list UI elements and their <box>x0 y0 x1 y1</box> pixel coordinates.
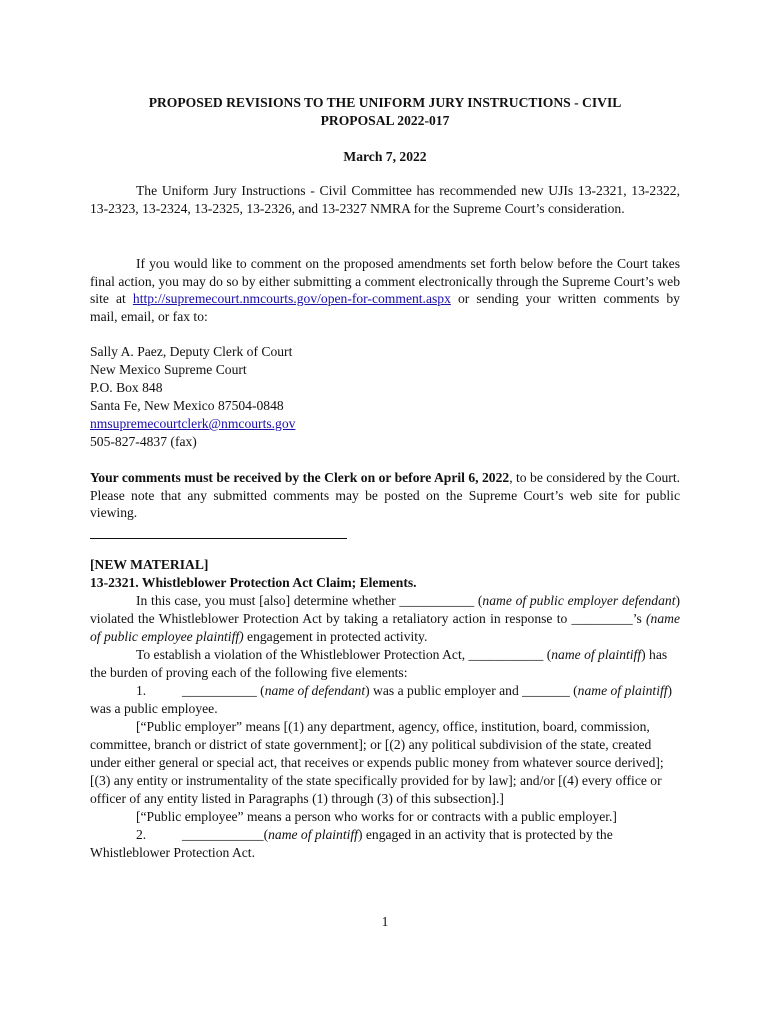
comment-text-after: or sending your written comments by mail, email, or fax to: <box>90 291 680 324</box>
item2-italic-b: name of plaintiff <box>268 827 358 842</box>
item1-text-a: ___________ ( <box>182 683 265 698</box>
p2-text-c: ) has the burden of proving each of the following five elements: <box>90 647 668 680</box>
new-material-label: [NEW MATERIAL] <box>90 557 209 572</box>
item1-text-c: ) was a public employer and _______ ( <box>365 683 578 698</box>
p2-italic-b: name of plaintiff <box>551 647 642 662</box>
p1-text-a: In this case, you must [also] determine whether ___________ ( <box>136 593 483 608</box>
document-title <box>90 94 680 130</box>
p1-italic-b: name of public employer defendant <box>482 593 676 608</box>
deadline-paragraph <box>90 469 680 522</box>
item2-text-a: ____________( <box>182 827 269 842</box>
instruction-heading: 13-2321. Whistleblower Protection Act Claim; Elements. <box>90 575 417 590</box>
element-item-1 <box>90 682 680 718</box>
item2-text-c: ) engaged in an activity that is protected by the Whistleblower Protection Act. <box>90 827 613 860</box>
element-item-2 <box>90 826 680 862</box>
p2-text-a: To establish a violation of the Whistleblower Protection Act, ___________ ( <box>136 647 552 662</box>
comment-text-before: If you would like to comment on the proposed amendments set forth below before the Court takes final action, you may do so by either submitting a comment electronically through the Supreme Court’s web site at <box>90 256 680 307</box>
item-1-number: 1. <box>136 683 147 698</box>
public-employer-definition: [“Public employer” means [(1) any department, agency, office, institution, board, commission, committee, branch or district of state government]; or [(2) any political subdivision of the state, created under either general or special act, that receives or expends public money from whatever source derived]; [(3) any entity or instrumentality of the state specifically provided for by law]; and/or [(4) every office or officer of any entity listed in Paragraphs (1) through (3) of this subsection].] <box>90 719 664 806</box>
item1-text-e: ) was a public employee. <box>90 683 673 716</box>
p1-italic-d: (name of public employee plaintiff) <box>90 611 680 644</box>
item1-italic-d: name of plaintiff <box>577 683 668 698</box>
instruction-paragraph-2 <box>90 646 680 682</box>
clerk-email-link[interactable]: nmsupremecourtclerk@nmcourts.gov <box>90 416 296 431</box>
title-line-1: PROPOSED REVISIONS TO THE UNIFORM JURY INSTRUCTIONS - CIVIL <box>148 95 622 110</box>
deadline-bold-text: Your comments must be received by the Clerk on or before April 6, 2022 <box>90 470 510 485</box>
page-number: 1 <box>381 914 389 929</box>
new-material-section <box>90 556 680 862</box>
instruction-paragraph-1 <box>90 592 680 646</box>
p1-text-c: ) violated the Whistleblower Protection Act by taking a retaliatory action in response to _________’s <box>90 593 681 626</box>
address-court: New Mexico Supreme Court <box>90 362 247 377</box>
p1-text-e: engagement in protected activity. <box>243 629 428 644</box>
mailing-address <box>90 343 490 451</box>
public-employee-definition: [“Public employee” means a person who works for or contracts with a public employer.] <box>136 809 617 824</box>
address-name: Sally A. Paez, Deputy Clerk of Court <box>90 344 293 359</box>
title-line-2: PROPOSAL 2022-017 <box>320 113 450 128</box>
item1-italic-b: name of defendant <box>264 683 366 698</box>
deadline-rest-text: , to be considered by the Court. Please note that any submitted comments may be posted on the Supreme Court’s web site for public viewing. <box>90 470 680 521</box>
address-po-box: P.O. Box 848 <box>90 380 163 395</box>
intro-paragraph: The Uniform Jury Instructions - Civil Committee has recommended new UJIs 13-2321, 13-2322, 13-2323, 13-2324, 13-2325, 13-2326, and 13-2327 NMRA for the Supreme Court’s consideration. <box>90 183 680 216</box>
item-2-number: 2. <box>136 827 147 842</box>
address-fax: 505-827-4837 (fax) <box>90 434 197 449</box>
separator-line <box>90 538 347 539</box>
open-for-comment-link[interactable]: http://supremecourt.nmcourts.gov/open-for-comment.aspx <box>132 291 451 307</box>
document-date: March 7, 2022 <box>343 149 427 164</box>
comment-paragraph <box>90 255 680 325</box>
address-city: Santa Fe, New Mexico 87504-0848 <box>90 398 284 413</box>
